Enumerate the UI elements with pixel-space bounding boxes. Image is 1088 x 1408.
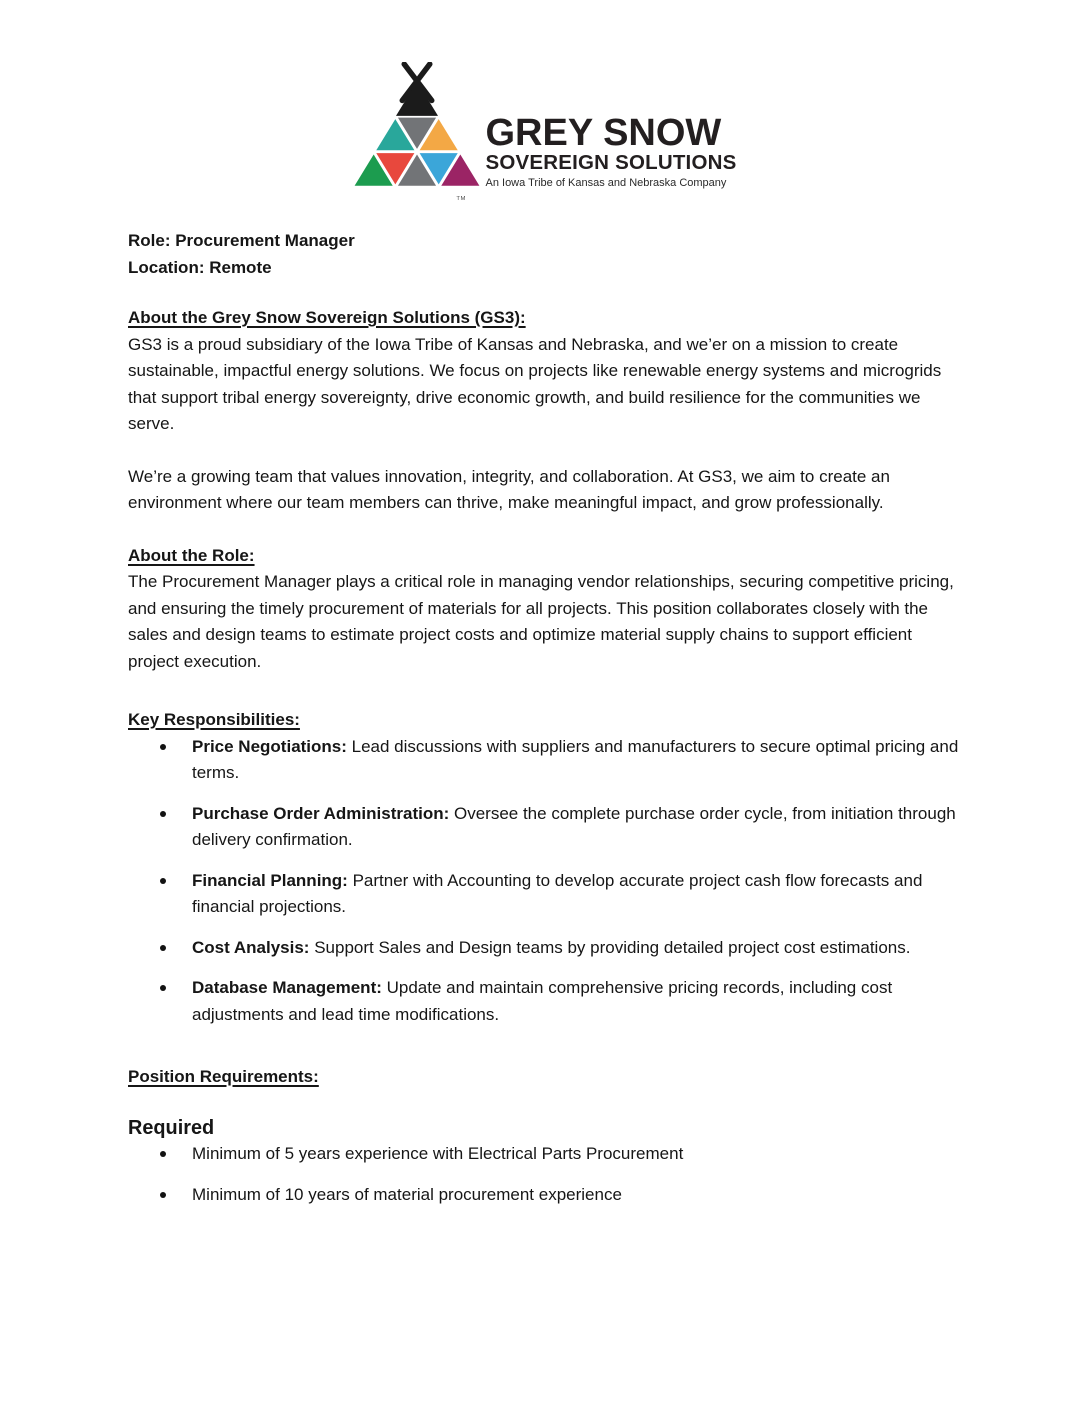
bullet-dot	[160, 1151, 166, 1157]
about-company-paragraph-1: GS3 is a proud subsidiary of the Iowa Tribe of Kansas and Nebraska, and we’er on a mission to create sustainable, impactful energy solutions. We focus on projects like renewable energy systems and microgrids that support tribal energy sovereignty, drive economic growth, and build resilience for the communities we serve.	[128, 334, 942, 433]
logo-text	[485, 112, 737, 204]
about-role-heading-row	[128, 543, 960, 570]
required-subheading: Required	[128, 1116, 215, 1139]
responsibilities-list	[128, 734, 960, 1029]
key-responsibilities-heading-row	[128, 707, 960, 734]
responsibility-text	[192, 935, 960, 962]
key-responsibilities-heading: Key Responsibilities:	[128, 710, 300, 729]
responsibility-text	[192, 868, 960, 921]
section-key-responsibilities	[128, 707, 960, 1028]
bullet-dot	[160, 985, 166, 991]
section-position-requirements	[128, 1064, 960, 1208]
location-line: Location: Remote	[128, 257, 272, 277]
role-line: Role: Procurement Manager	[128, 231, 355, 250]
responsibility-item	[128, 975, 960, 1028]
about-role-heading: About the Role:	[128, 545, 255, 565]
brand-name: GREY SNOW	[485, 112, 722, 154]
bullet-dot	[160, 945, 166, 951]
document-body	[128, 228, 960, 1208]
teepee-logo-icon	[352, 62, 482, 204]
bullet-dot	[160, 811, 166, 817]
responsibility-desc: Update and maintain comprehensive pricing records, including cost adjustments and lead time modifications.	[192, 978, 893, 1024]
requirement-text: Minimum of 5 years experience with Electrical Parts Procurement	[192, 1144, 684, 1163]
responsibility-item	[128, 868, 960, 921]
responsibility-desc: Lead discussions with suppliers and manufacturers to secure optimal pricing and terms.	[192, 736, 959, 782]
responsibility-term: Database Management:	[192, 978, 382, 997]
required-list	[128, 1141, 960, 1208]
bullet-dot	[160, 878, 166, 884]
job-header-block	[128, 228, 960, 281]
responsibility-text	[192, 975, 960, 1028]
responsibility-item	[128, 734, 960, 787]
responsibility-term: Financial Planning:	[192, 870, 348, 890]
company-logo	[128, 62, 960, 204]
about-role-paragraph: The Procurement Manager plays a critical role in managing vendor relationships, securing competitive pricing, and ensuring the timely procurement of materials for all projects. This position collaborates closely with the sales and design teams to estimate project costs and optimize material supply chains to support efficient project execution.	[128, 572, 954, 671]
responsibility-item	[128, 801, 960, 854]
requirement-item	[128, 1182, 960, 1209]
responsibility-desc: Support Sales and Design teams by providing detailed project cost estimations.	[309, 937, 911, 957]
about-company-heading-row	[128, 305, 960, 332]
bullet-dot	[160, 744, 166, 750]
trademark-mark: TM	[455, 195, 466, 202]
responsibility-term: Cost Analysis:	[192, 937, 310, 957]
requirement-item	[128, 1141, 960, 1168]
responsibility-term: Purchase Order Administration:	[192, 803, 450, 823]
responsibility-desc: Partner with Accounting to develop accurate project cash flow forecasts and financial projections.	[192, 870, 923, 916]
requirement-text: Minimum of 10 years of material procurement experience	[192, 1184, 622, 1204]
responsibility-text	[192, 801, 960, 854]
section-about-company	[128, 305, 960, 517]
responsibility-item	[128, 935, 960, 962]
bullet-dot	[160, 1192, 166, 1198]
section-about-role	[128, 543, 960, 676]
responsibility-desc: Oversee the complete purchase order cycle, from initiation through delivery confirmation.	[192, 803, 956, 849]
responsibility-text	[192, 734, 960, 787]
position-requirements-heading-row	[128, 1064, 960, 1091]
about-company-heading: About the Grey Snow Sovereign Solutions (GS3):	[128, 308, 526, 327]
position-requirements-heading: Position Requirements:	[128, 1067, 319, 1086]
responsibility-term: Price Negotiations:	[192, 736, 347, 756]
brand-tagline: An Iowa Tribe of Kansas and Nebraska Company	[485, 177, 727, 189]
brand-subtitle: SOVEREIGN SOLUTIONS	[485, 151, 737, 174]
about-company-paragraph-2: We’re a growing team that values innovation, integrity, and collaboration. At GS3, we aim to create an environment where our team members can thrive, make meaningful impact, and grow professionally.	[128, 466, 890, 512]
